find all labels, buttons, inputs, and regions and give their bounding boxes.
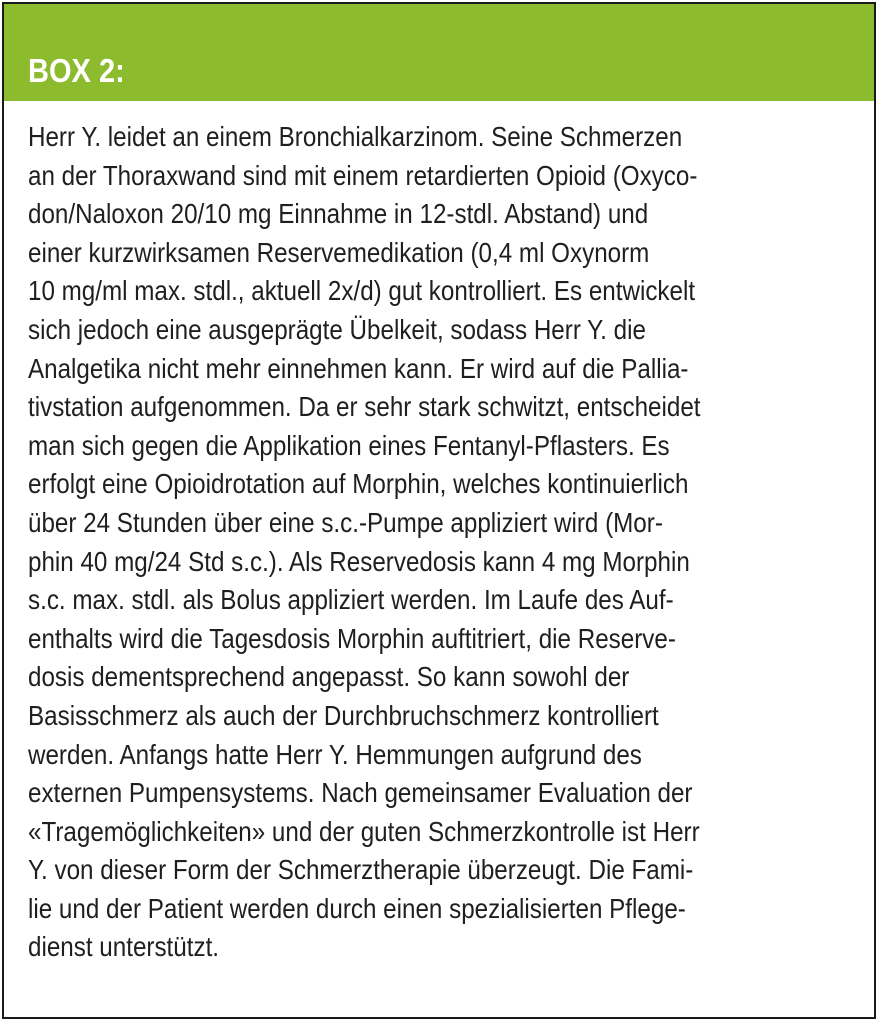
body-line: externen Pumpensystems. Nach gemeinsamer Evaluation der	[28, 777, 693, 809]
body-line: Analgetika nicht mehr einnehmen kann. Er wird auf die Pallia-	[28, 352, 689, 384]
box-title: BOX 2:	[28, 52, 125, 89]
body-line: erfolgt eine Opioidrotation auf Morphin, welches kontinuierlich	[28, 468, 689, 500]
body-line: lie und der Patient werden durch einen spezialisierten Pflege-	[28, 892, 686, 924]
body-line: dosis dementsprechend angepasst. So kann sowohl der	[28, 661, 630, 693]
body-line: Y. von dieser Form der Schmerztherapie überzeugt. Die Fami-	[28, 854, 694, 886]
body-line: Basisschmerz als auch der Durchbruchschmerz kontrolliert	[28, 699, 659, 731]
body-line: man sich gegen die Applikation eines Fentanyl-Pflasters. Es	[28, 429, 670, 461]
body-line: sich jedoch eine ausgeprägte Übelkeit, sodass Herr Y. die	[28, 313, 646, 345]
body-line: «Tragemöglichkeiten» und der guten Schmerzkontrolle ist Herr	[28, 815, 700, 847]
body-line: werden. Anfangs hatte Herr Y. Hemmungen aufgrund des	[28, 738, 642, 770]
box-body	[28, 118, 881, 967]
body-line: enthalts wird die Tagesdosis Morphin auftitriert, die Reserve-	[28, 622, 676, 654]
body-line: tivstation aufgenommen. Da er sehr stark schwitzt, entscheidet	[28, 391, 701, 423]
body-line: einer kurzwirksamen Reservemedikation (0,4 ml Oxynorm	[28, 236, 650, 268]
body-line: s.c. max. stdl. als Bolus appliziert werden. Im Laufe des Auf-	[28, 584, 674, 616]
box-header	[4, 4, 874, 101]
info-box	[2, 2, 876, 1019]
body-line: Herr Y. leidet an einem Bronchialkarzinom. Seine Schmerzen	[28, 121, 683, 152]
body-line: don/Naloxon 20/10 mg Einnahme in 12-stdl. Abstand) und	[28, 198, 649, 230]
body-line: an der Thoraxwand sind mit einem retardierten Opioid (Oxyco-	[28, 159, 698, 191]
body-line: 10 mg/ml max. stdl., aktuell 2x/d) gut kontrolliert. Es entwickelt	[28, 275, 696, 307]
body-line: phin 40 mg/24 Std s.c.). Als Reservedosis kann 4 mg Morphin	[28, 545, 690, 577]
body-line: dienst unterstützt.	[28, 931, 220, 963]
body-line: über 24 Stunden über eine s.c.-Pumpe appliziert wird (Mor-	[28, 506, 663, 538]
